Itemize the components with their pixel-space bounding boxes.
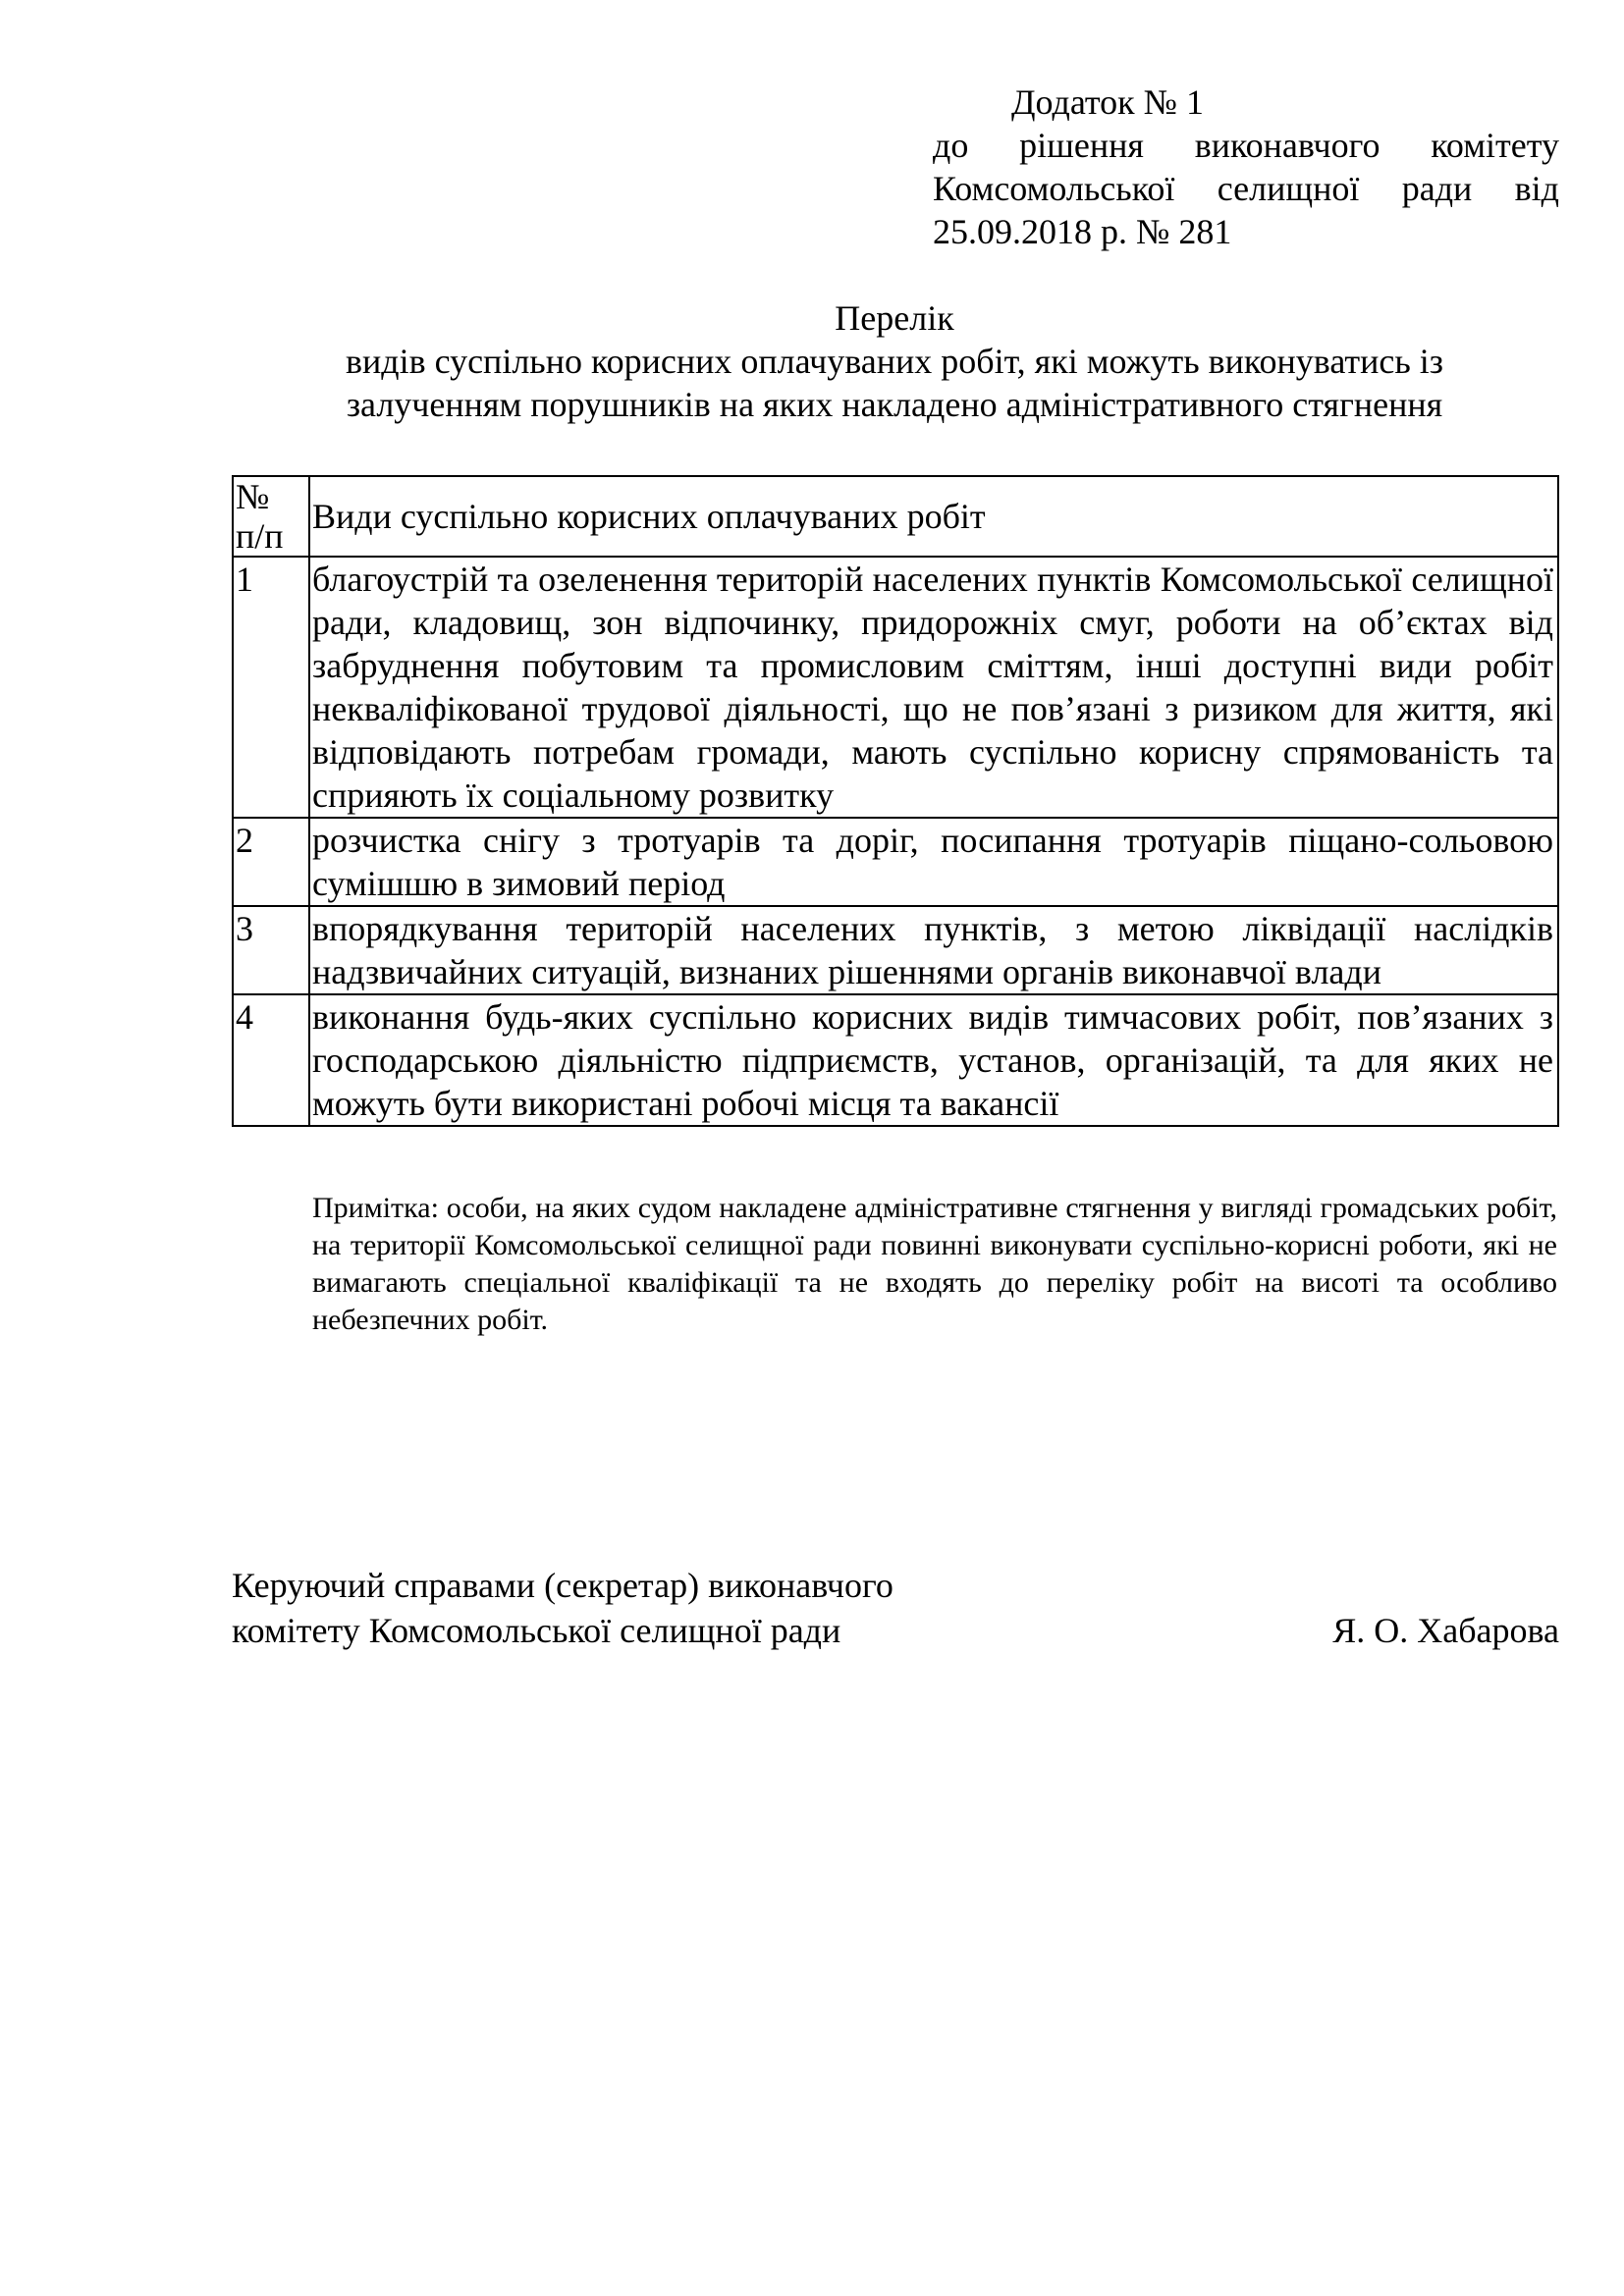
row-text: впорядкування територій населених пунктів, з метою ліквідації наслідків надзвичайних ситуацій, визнаних рішеннями органів виконавчої влади [309, 906, 1558, 994]
signatory-name: Я. О. Хабарова [1332, 1611, 1559, 1650]
appendix-decision-line: до рішення виконавчого комітету [933, 126, 1559, 165]
row-text: благоустрій та озеленення територій населених пунктів Комсомольської селищної ради, кладовищ, зон відпочинку, придорожніх смуг, роботи на об’єктах від забруднення побутовим та промисловим сміттям, інші доступні види робіт некваліфікованої трудової діяльності, що не пов’язані з ризиком для життя, які відповідають потребам громади, мають суспільно корисну спрямованість та сприяють їх соціальному розвитку [309, 557, 1558, 818]
table-row [233, 818, 1558, 906]
signatory-position-line-2: комітету Комсомольської селищної ради [232, 1611, 841, 1650]
title-subline-2: залученням порушників на яких накладено адміністративного стягнення [346, 385, 1443, 424]
header-number-cell: № п/п [233, 476, 309, 557]
table-row [233, 557, 1558, 818]
appendix-number: Додаток № 1 [1011, 82, 1204, 122]
table-row [233, 994, 1558, 1126]
note-paragraph: Примітка: особи, на яких судом накладене адміністративне стягнення у вигляді громадських робіт, на території Комсомольської селищної ради повинні виконувати суспільно-корисні роботи, які не вимагають спеціальної кваліфікації та не входять до переліку робіт на висоті та особливо небезпечних робіт. [312, 1192, 1557, 1336]
title-heading: Перелік [835, 298, 954, 338]
works-table [232, 475, 1559, 1127]
signatory-position-line-1: Керуючий справами (секретар) виконавчого [232, 1566, 893, 1605]
appendix-council-line: Комсомольської селищної ради від [933, 169, 1559, 208]
table-row [233, 906, 1558, 994]
row-number: 3 [233, 906, 309, 994]
document-title [232, 296, 1557, 426]
row-number: 4 [233, 994, 309, 1126]
row-text: розчистка снігу з тротуарів та доріг, посипання тротуарів піщано-сольовою сумішшю в зимовий період [309, 818, 1558, 906]
appendix-date-line: 25.09.2018 р. № 281 [933, 212, 1232, 251]
row-number: 2 [233, 818, 309, 906]
table-header-row [233, 476, 1558, 557]
title-subline-1: видів суспільно корисних оплачуваних робіт, які можуть виконуватись із [345, 342, 1443, 381]
signature-block [232, 1563, 1559, 1653]
header-type-cell: Види суспільно корисних оплачуваних робіт [309, 476, 1558, 557]
row-number: 1 [233, 557, 309, 818]
row-text: виконання будь-яких суспільно корисних видів тимчасових робіт, пов’язаних з господарською діяльністю підприємств, установ, організацій, та для яких не можуть бути використані робочі місця та вакансії [309, 994, 1558, 1126]
appendix-header [933, 80, 1559, 253]
